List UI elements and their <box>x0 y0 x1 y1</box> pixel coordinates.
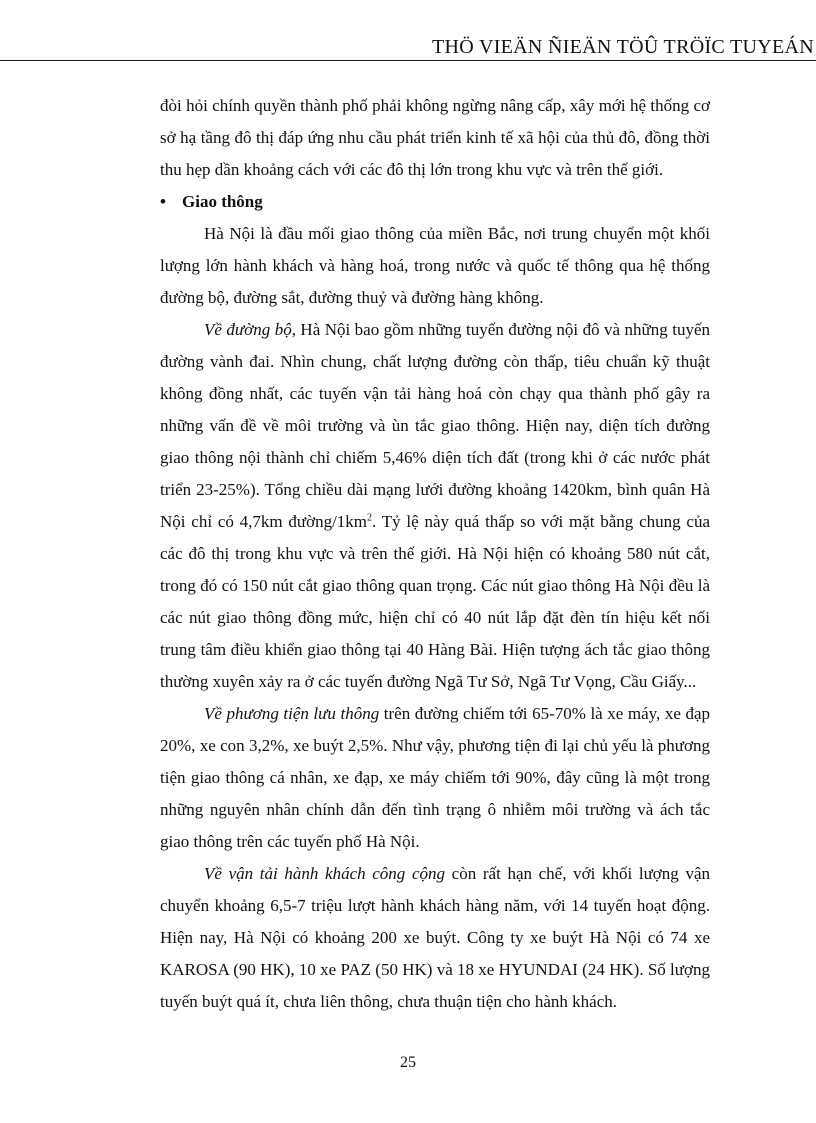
paragraph-roads-lead: Về đường bộ <box>204 320 292 339</box>
paragraph-roads-body-1: , Hà Nội bao gồm những tuyến đường nội đô và những tuyến đường vành đai. Nhìn chung, chất lượng đường còn thấp, tiêu chuẩn kỹ thuật không đồng nhất, các tuyến vận tải hàng hoá còn chạy qua thành phố gây ra những vấn đề về môi trường và ùn tắc giao thông. Hiện nay, diện tích đường giao thông nội thành chỉ chiếm 5,46% diện tích đất (trong khi ở các nước phát triển 23-25%). Tổng chiều dài mạng lưới đường khoảng 1420km, bình quân Hà Nội chỉ có 4,7km đường/1km <box>160 320 710 531</box>
document-body <box>160 90 710 1018</box>
paragraph-roads <box>160 314 710 698</box>
paragraph-roads-body-2: . Tỷ lệ này quá thấp so với mặt bằng chung của các đô thị trong khu vực và trên thế giới. Hà Nội hiện có khoảng 580 nút cắt, trong đó có 150 nút cắt giao thông quan trọng. Các nút giao thông Hà Nội đều là các nút giao thông đồng mức, hiện chỉ có 40 nút lắp đặt đèn tín hiệu kết nối trung tâm điều khiển giao thông tại 40 Hàng Bài. Hiện tượng ách tắc giao thông thường xuyên xảy ra ở các tuyến đường Ngã Tư Sở, Ngã Tư Vọng, Cầu Giấy... <box>160 512 710 691</box>
section-heading <box>160 186 710 218</box>
page-number: 25 <box>400 1054 416 1071</box>
superscript-2: 2 <box>367 512 373 524</box>
paragraph-public-transport-lead: Về vận tải hành khách công cộng <box>204 864 446 883</box>
paragraph-vehicles <box>160 698 710 858</box>
header-title: THÖ VIEÄN ÑIEÄN TÖÛ TRÖÏC TUYEÁN <box>432 36 814 58</box>
paragraph-public-transport <box>160 858 710 1018</box>
paragraph-public-transport-body: còn rất hạn chế, với khối lượng vận chuyển khoảng 6,5-7 triệu lượt hành khách hàng năm, với 14 tuyến hoạt động. Hiện nay, Hà Nội có khoảng 200 xe buýt. Công ty xe buýt Hà Nội có 74 xe KAROSA (90 HK), 10 xe PAZ (50 HK) và 18 xe HYUNDAI (24 HK). Số lượng tuyến buýt quá ít, chưa liên thông, chưa thuận tiện cho hành khách. <box>160 864 710 1011</box>
paragraph-vehicles-lead: Về phương tiện lưu thông <box>204 704 380 723</box>
section-heading-text: Giao thông <box>182 192 263 211</box>
page-header <box>0 34 816 61</box>
paragraph-vehicles-body: trên đường chiếm tới 65-70% là xe máy, xe đạp 20%, xe con 3,2%, xe buýt 2,5%. Như vậy, phương tiện đi lại chủ yếu là phương tiện giao thông cá nhân, xe đạp, xe máy chiếm tới 90%, đây cũng là một trong những nguyên nhân chính dẫn đến tình trạng ô nhiễm môi trường và ách tắc giao thông trên các tuyến phố Hà Nội. <box>160 704 710 851</box>
intro-paragraph: đòi hỏi chính quyền thành phố phải không ngừng nâng cấp, xây mới hệ thống cơ sở hạ tầng đô thị đáp ứng nhu cầu phát triển kinh tế xã hội của thủ đô, đồng thời thu hẹp dần khoảng cách với các đô thị lớn trong khu vực và trên thế giới. <box>160 96 710 179</box>
paragraph-overview: Hà Nội là đầu mối giao thông của miền Bắc, nơi trung chuyển một khối lượng lớn hành khách và hàng hoá, trong nước và quốc tế thông qua hệ thống đường bộ, đường sắt, đường thuỷ và đường hàng không. <box>160 224 710 307</box>
bullet-icon: • <box>160 192 166 211</box>
